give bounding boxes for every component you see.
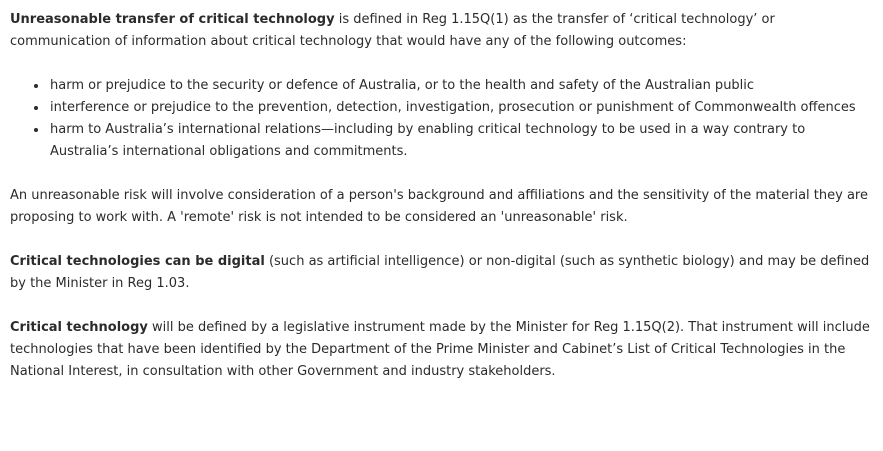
critical-technology-term: Critical technology bbox=[10, 320, 148, 335]
definition-paragraph bbox=[10, 9, 872, 53]
critical-technology-text: will be defined by a legislative instrument made by the Minister for Reg 1.15Q(2). That instrument will include technologies that have been identified by the Department of the Prime Minister and Cabinet’s List of Critical Technologies in the National Interest, in consultation with other Government and industry stakeholders. bbox=[10, 320, 870, 379]
bullet-item: • interference or prejudice to the prevention, detection, investigation, prosecution or punishment of Commonwealth offences bbox=[48, 97, 872, 119]
unreasonable-risk-paragraph: An unreasonable risk will involve consideration of a person's background and affiliations and the sensitivity of the material they are proposing to work with. A 'remote' risk is not intended to be considered an 'unreasonable' risk. bbox=[10, 188, 868, 225]
critical-technologies-term: Critical technologies can be digital bbox=[10, 254, 265, 269]
outcomes-bullet-list bbox=[10, 75, 872, 163]
critical-technologies-text: (such as artificial intelligence) or non-digital (such as synthetic biology) and may be defined by the Minister in Reg 1.03. bbox=[10, 254, 870, 291]
definition-term: Unreasonable transfer of critical technology bbox=[10, 12, 335, 27]
bullet-item: • harm or prejudice to the security or defence of Australia, or to the health and safety of the Australian public bbox=[48, 75, 872, 97]
critical-technology-paragraph bbox=[10, 317, 872, 383]
definition-text: is defined in Reg 1.15Q(1) as the transfer of ‘critical technology’ or communication of information about critical technology that would have any of the following outcomes: bbox=[10, 12, 775, 49]
bullet-item: • harm to Australia’s international relations—including by enabling critical technology to be used in a way contrary to Australia’s international obligations and commitments. bbox=[48, 119, 872, 163]
critical-technologies-paragraph bbox=[10, 251, 872, 295]
